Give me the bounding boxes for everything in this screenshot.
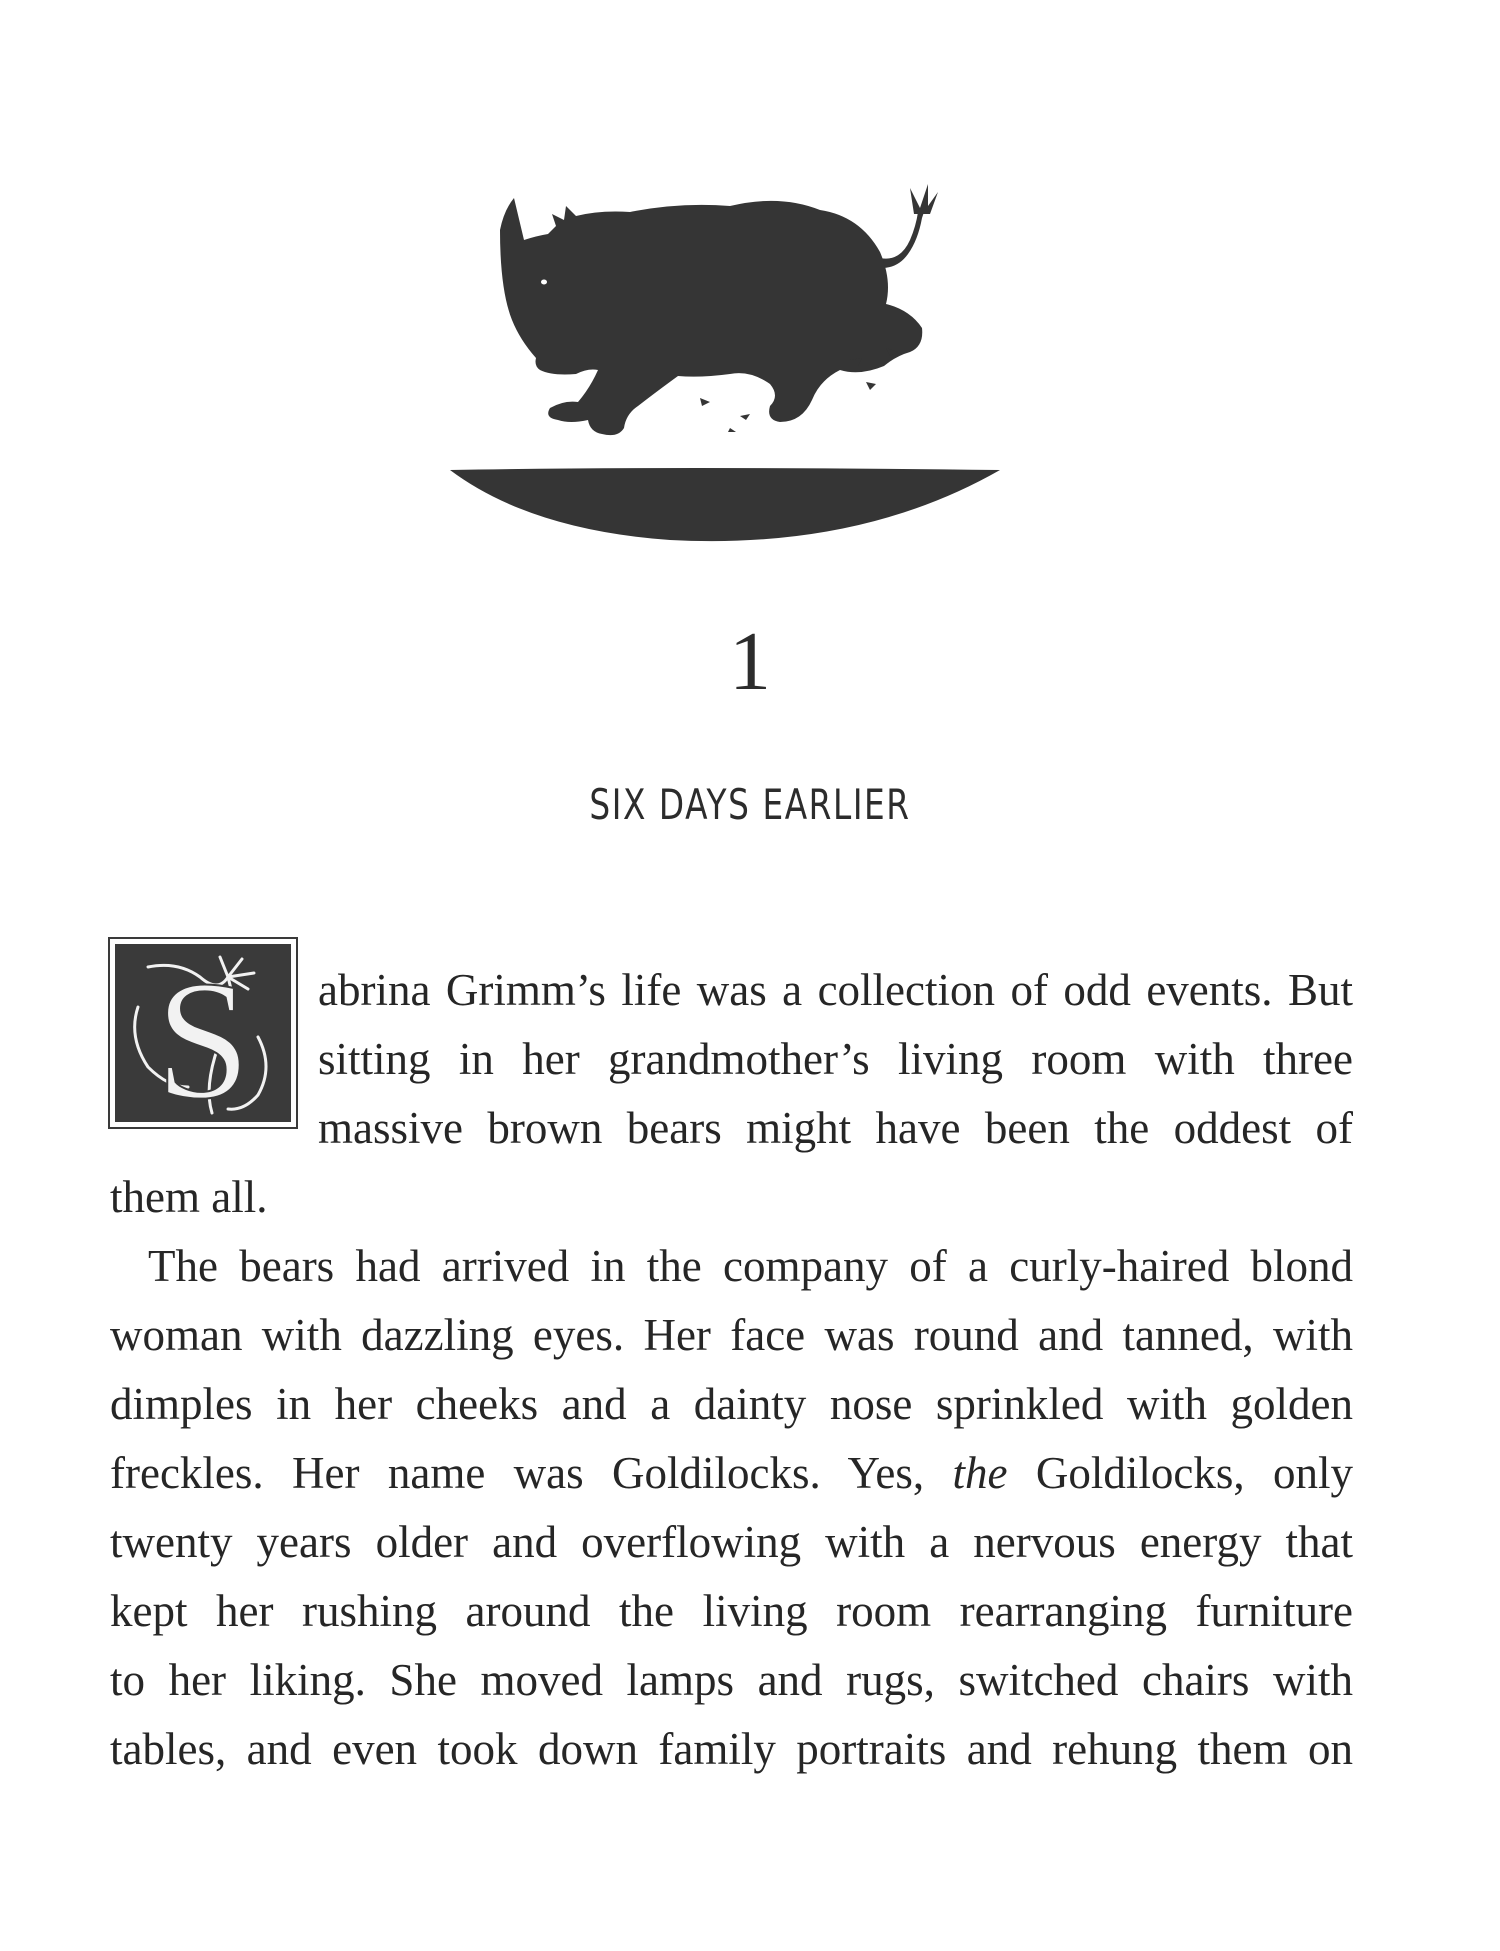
paragraph-2-line-2: woman with dazzling eyes. Her face was round and tanned, with <box>110 1310 1353 1360</box>
rhinoceros-silhouette-icon <box>450 184 1000 541</box>
rhinoceros-illustration <box>440 170 1040 550</box>
paragraph-2-line-8: tables, and even took down family portraits and rehung them on <box>110 1724 1353 1774</box>
paragraph-1-line-2: sitting in her grandmother’s living room with three <box>318 1034 1353 1084</box>
paragraph-2-line-3: dimples in her cheeks and a dainty nose sprinkled with golden <box>110 1379 1353 1429</box>
ground-shadow <box>450 468 1000 541</box>
drop-cap-letter: S <box>155 946 251 1129</box>
chapter-number: 1 <box>729 615 771 708</box>
paragraph-2-line-4 <box>110 1448 1354 1498</box>
chapter-title: SIX DAYS EARLIER <box>589 780 911 829</box>
drop-cap-s <box>108 937 298 1129</box>
paragraph-2-line-6: kept her rushing around the living room rearranging furniture <box>110 1586 1353 1636</box>
paragraph-2-line-5: twenty years older and overflowing with a nervous energy that <box>110 1517 1353 1567</box>
paragraph-1-line-3: massive brown bears might have been the oddest of <box>318 1103 1353 1153</box>
paragraph-2-line-7: to her liking. She moved lamps and rugs, switched chairs with <box>110 1655 1353 1705</box>
paragraph-1-line-1: abrina Grimm’s life was a collection of odd events. But <box>318 965 1353 1015</box>
paragraph-2-line-1: The bears had arrived in the company of a curly-haired blond <box>148 1241 1353 1291</box>
line-segment: freckles. Her name was Goldilocks. Yes, <box>110 1448 953 1498</box>
paragraph-1-line-4: them all. <box>110 1172 268 1222</box>
italic-emphasis: the <box>952 1448 1008 1498</box>
line-segment: Goldilocks, only <box>1007 1448 1354 1498</box>
